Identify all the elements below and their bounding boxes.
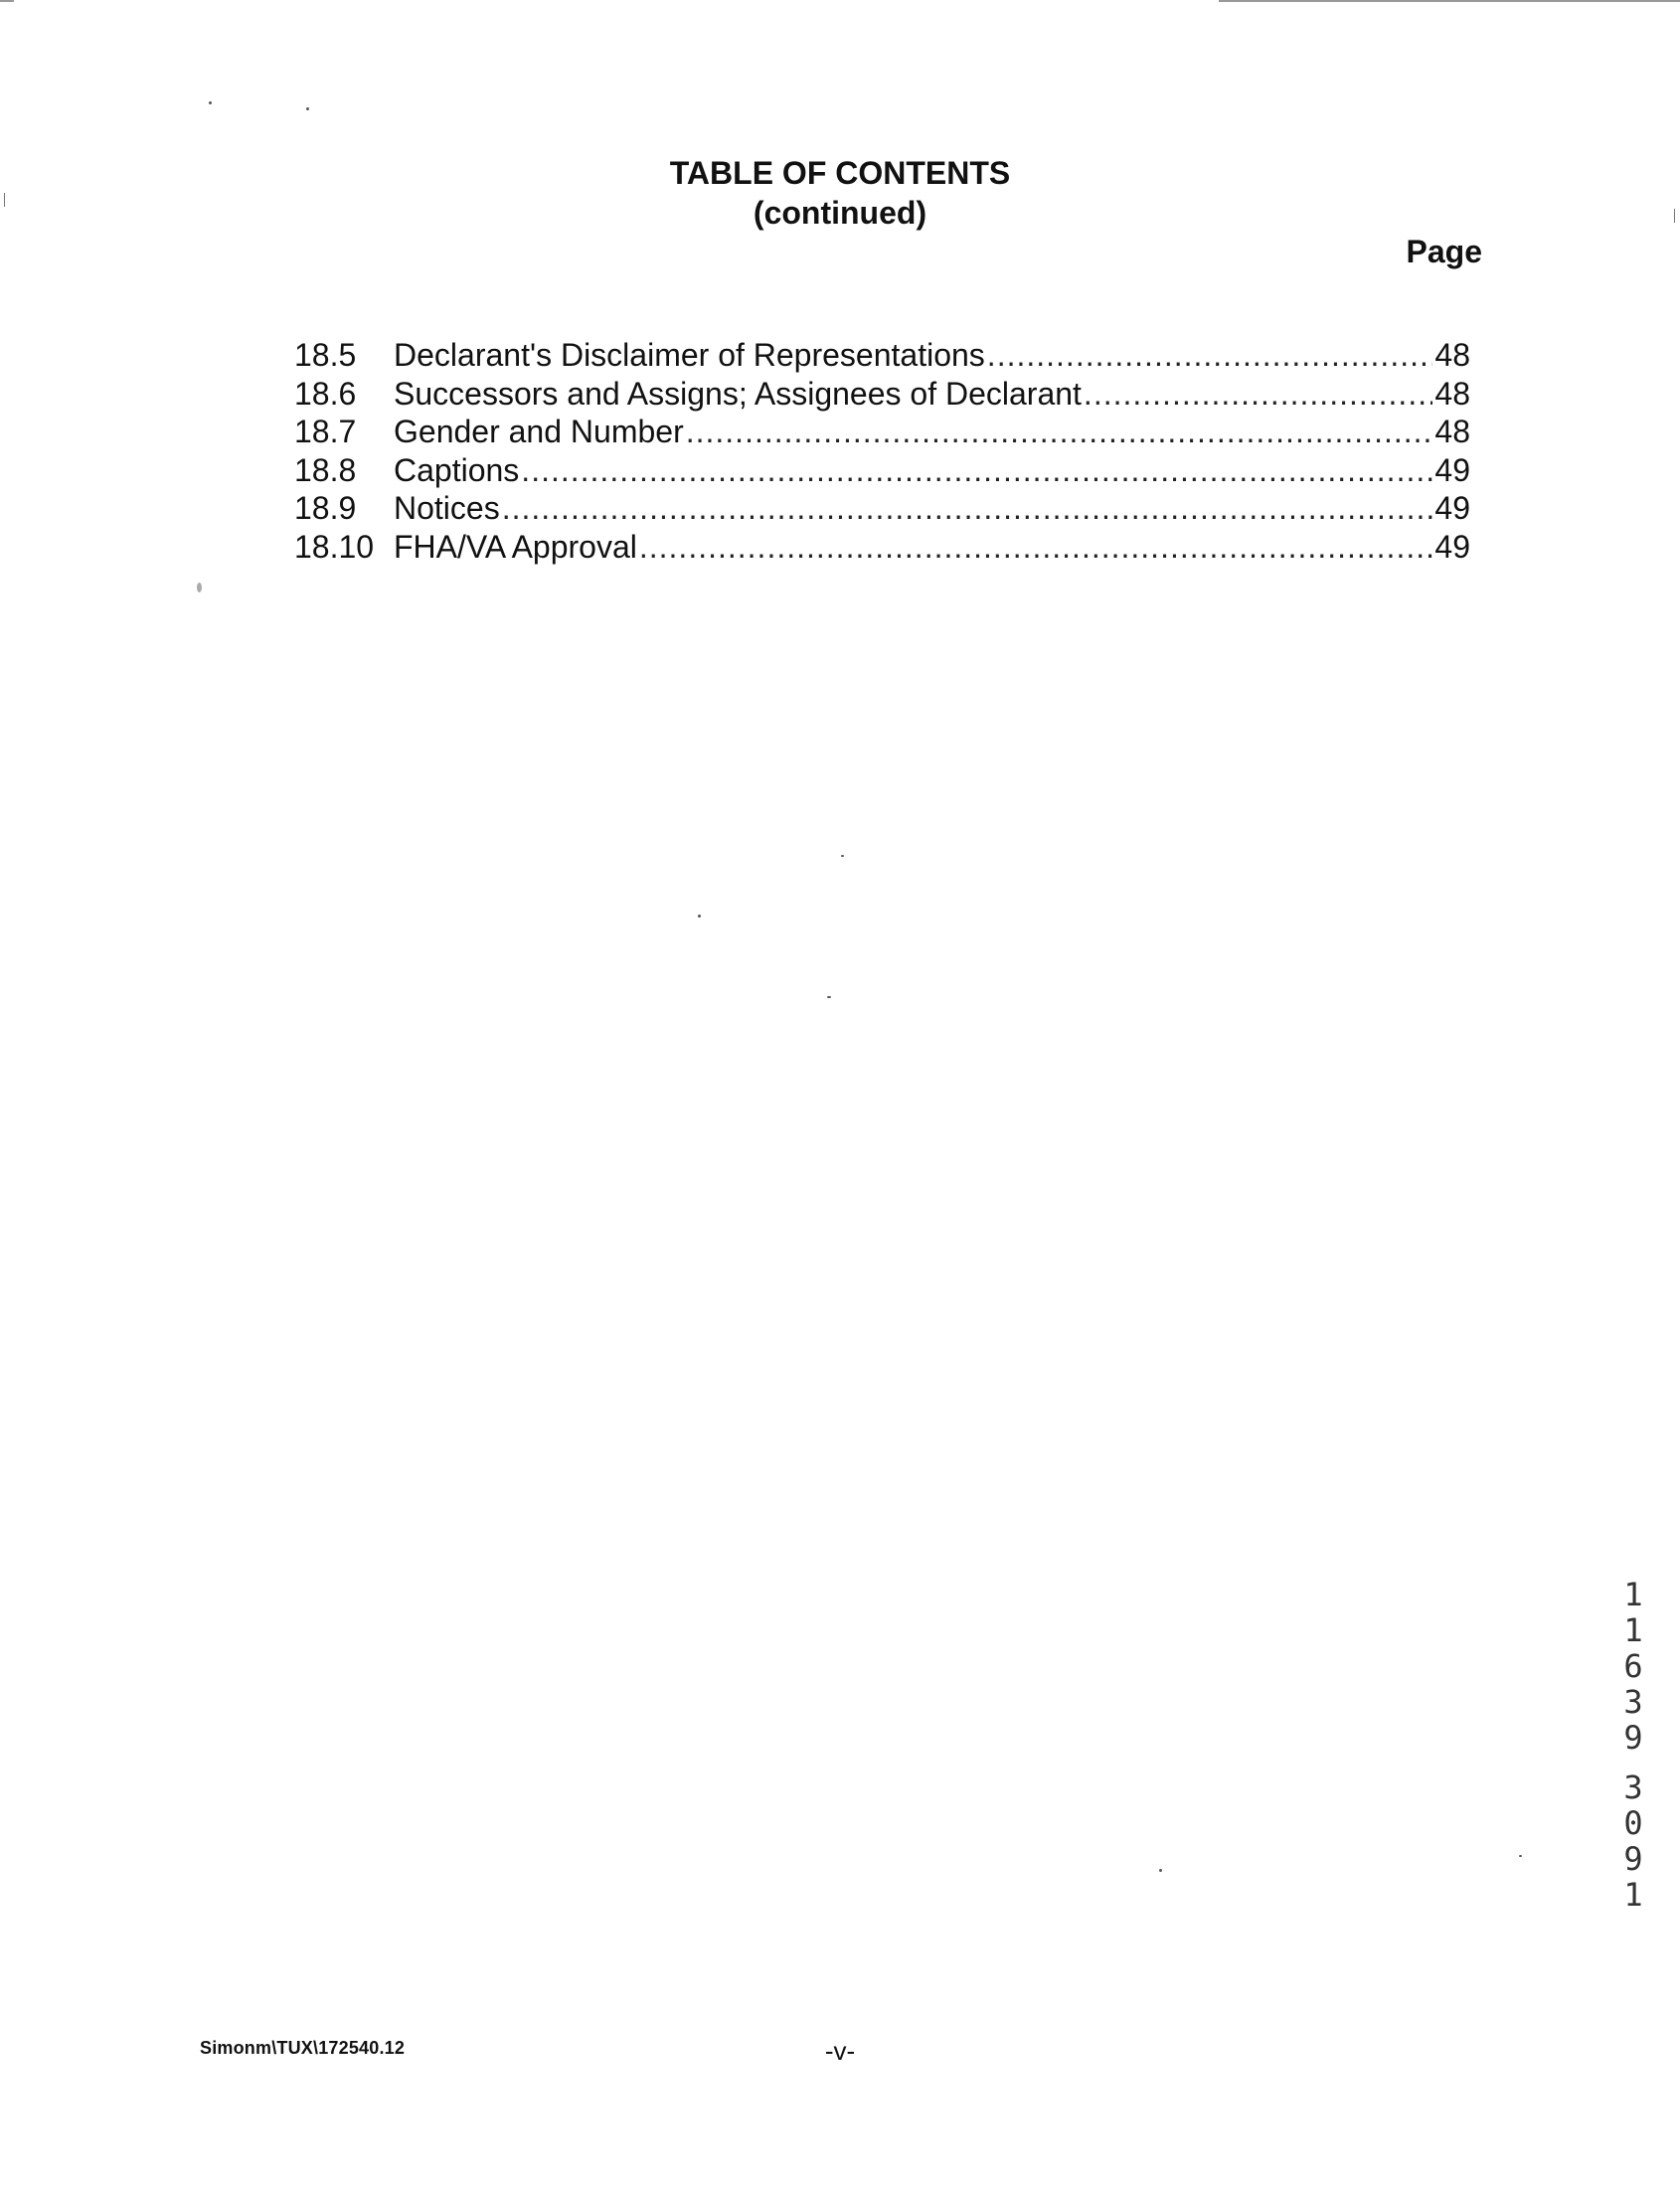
toc-entry-number: 18.5 [294,337,357,373]
toc-entry-number: 18.9 [294,490,357,527]
stamp-digit: 1 [1623,1611,1643,1649]
toc-entry-title: Notices [394,490,500,527]
toc-entry-title: Successors and Assigns; Assignees of Declarant [394,375,1082,412]
stamp-gap [1618,1756,1648,1769]
stamp-digit: 6 [1623,1647,1643,1685]
recording-stamp [1618,1577,1648,1913]
toc-entry [294,413,1470,451]
scan-speck [841,855,844,857]
toc-entry-number: 18.8 [294,451,357,488]
dot-leader [639,528,1433,566]
scan-speck [209,101,212,104]
stamp-digit: 9 [1623,1719,1643,1757]
toc-entry-title: Gender and Number [394,414,684,450]
toc-entry [294,375,1470,414]
page-column-label: Page [1406,234,1482,269]
scan-speck [698,915,701,918]
scan-edge-mark [0,0,14,2]
toc-entry-title: Declarant's Disclaimer of Representations [394,337,985,373]
toc-entry-page: 49 [1434,528,1470,565]
toc-list [294,336,1470,567]
toc-entry [294,451,1470,490]
toc-entry-title: FHA/VA Approval [394,528,637,565]
toc-entry-title: Captions [394,451,520,488]
stamp-digit: 0 [1623,1804,1643,1842]
toc-entry-page: 48 [1434,414,1470,450]
scan-speck [827,996,831,998]
scan-speck [1519,1855,1522,1857]
scan-speck [1159,1869,1162,1872]
scan-speck [306,107,309,110]
toc-entry-number: 18.7 [294,414,357,450]
toc-entry [294,489,1470,528]
toc-entry-number: 18.10 [294,528,375,565]
dot-leader [1084,375,1432,413]
dot-leader [502,489,1433,527]
toc-entry-page: 49 [1434,451,1470,488]
toc-entry-page: 48 [1434,375,1470,412]
stamp-digit: 3 [1623,1769,1643,1806]
toc-entry [294,336,1470,375]
stamp-digit: 1 [1623,1576,1643,1613]
dot-leader [987,336,1433,374]
document-id: Simonm\TUX\172540.12 [200,2038,406,2058]
page-number: -v- [824,2036,856,2066]
scan-edge-mark [1219,0,1680,2]
dot-leader [686,413,1433,450]
dot-leader [521,451,1432,489]
toc-heading: TABLE OF CONTENTS [669,155,1011,191]
stamp-digit: 9 [1623,1840,1643,1878]
toc-subheading: (continued) [753,195,927,231]
toc-entry-number: 18.6 [294,375,357,412]
stamp-digit: 1 [1623,1876,1643,1914]
toc-entry [294,528,1470,567]
scan-speck [197,583,202,592]
toc-entry-page: 49 [1434,490,1470,527]
toc-entry-page: 48 [1434,337,1470,373]
stamp-digit: 3 [1623,1683,1643,1721]
